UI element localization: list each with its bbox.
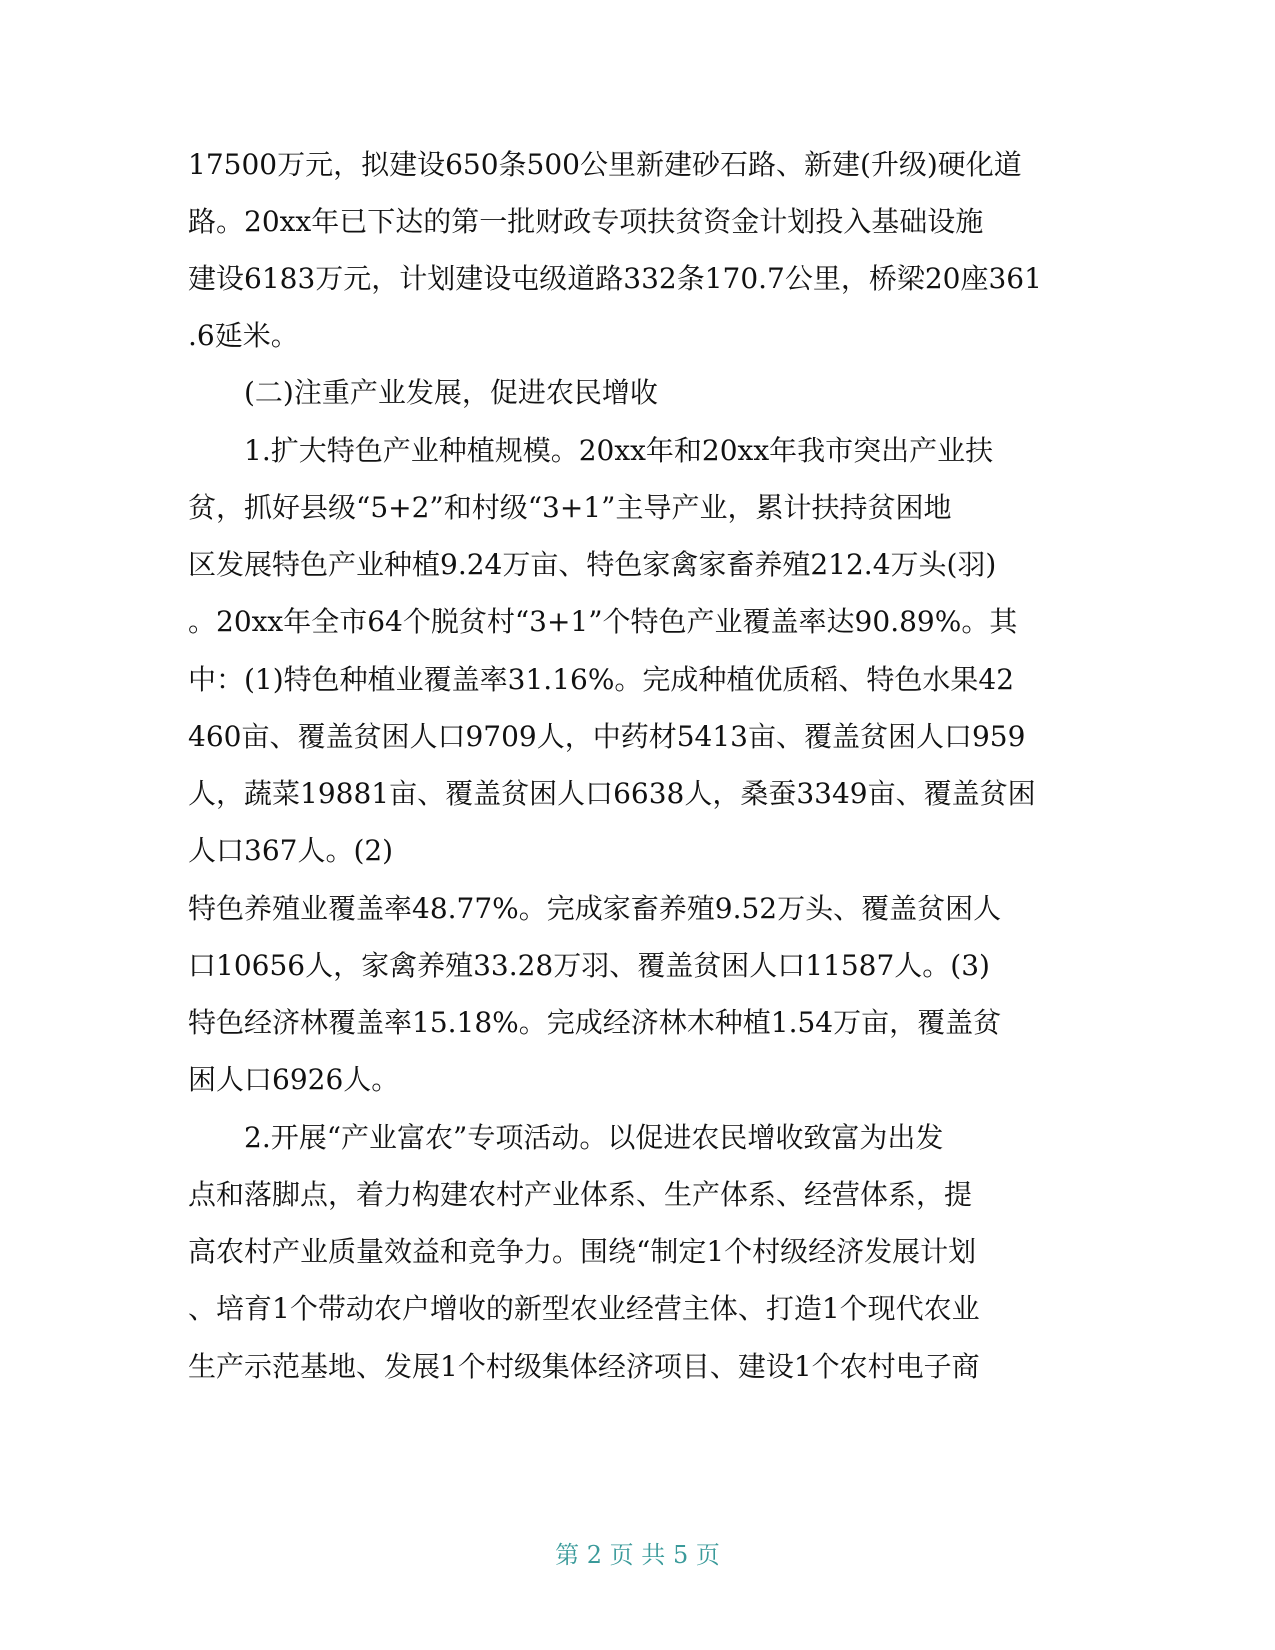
- text-line: 460亩、覆盖贫困人口9709人，中药材5413亩、覆盖贫困人口959: [188, 720, 1026, 753]
- text-line: 1.扩大特色产业种植规模。20xx年和20xx年我市突出产业扶: [244, 434, 994, 467]
- text-line: 17500万元，拟建设650条500公里新建砂石路、新建(升级)硬化道: [188, 148, 1022, 181]
- text-line: 人口367人。(2): [188, 834, 394, 867]
- text-line: 建设6183万元，计划建设屯级道路332条170.7公里，桥梁20座361: [188, 262, 1042, 295]
- text-line: 2.开展“产业富农”专项活动。以促进农民增收致富为出发: [244, 1121, 944, 1154]
- text-line: 区发展特色产业种植9.24万亩、特色家禽家畜养殖212.4万头(羽): [188, 548, 997, 581]
- text-line: 贫，抓好县级“5+2”和村级“3+1”主导产业，累计扶持贫困地: [188, 491, 952, 524]
- text-line: 高农村产业质量效益和竞争力。围绕“制定1个村级经济发展计划: [188, 1235, 977, 1268]
- text-line: .6延米。: [188, 319, 299, 352]
- text-line: 、培育1个带动农户增收的新型农业经营主体、打造1个现代农业: [188, 1292, 980, 1325]
- text-line: 特色经济林覆盖率15.18%。完成经济林木种植1.54万亩，覆盖贫: [188, 1006, 1002, 1039]
- page-number-footer: 第 2 页 共 5 页: [555, 1541, 720, 1569]
- text-line: 特色养殖业覆盖率48.77%。完成家畜养殖9.52万头、覆盖贫困人: [188, 892, 1002, 925]
- text-line: 点和落脚点，着力构建农村产业体系、生产体系、经营体系，提: [188, 1178, 973, 1211]
- text-line: 生产示范基地、发展1个村级集体经济项目、建设1个农村电子商: [188, 1350, 980, 1383]
- text-line: 路。20xx年已下达的第一批财政专项扶贫资金计划投入基础设施: [188, 205, 984, 238]
- text-line: 口10656人，家禽养殖33.28万羽、覆盖贫困人口11587人。(3): [188, 949, 990, 982]
- text-line: 中：(1)特色种植业覆盖率31.16%。完成种植优质稻、特色水果42: [188, 663, 1015, 696]
- text-line: 困人口6926人。: [188, 1063, 400, 1096]
- section-heading: (二)注重产业发展，促进农民增收: [244, 376, 658, 409]
- text-line: 人，蔬菜19881亩、覆盖贫困人口6638人，桑蚕3349亩、覆盖贫困: [188, 777, 1036, 810]
- text-line: 。20xx年全市64个脱贫村“3+1”个特色产业覆盖率达90.89%。其: [188, 605, 1018, 638]
